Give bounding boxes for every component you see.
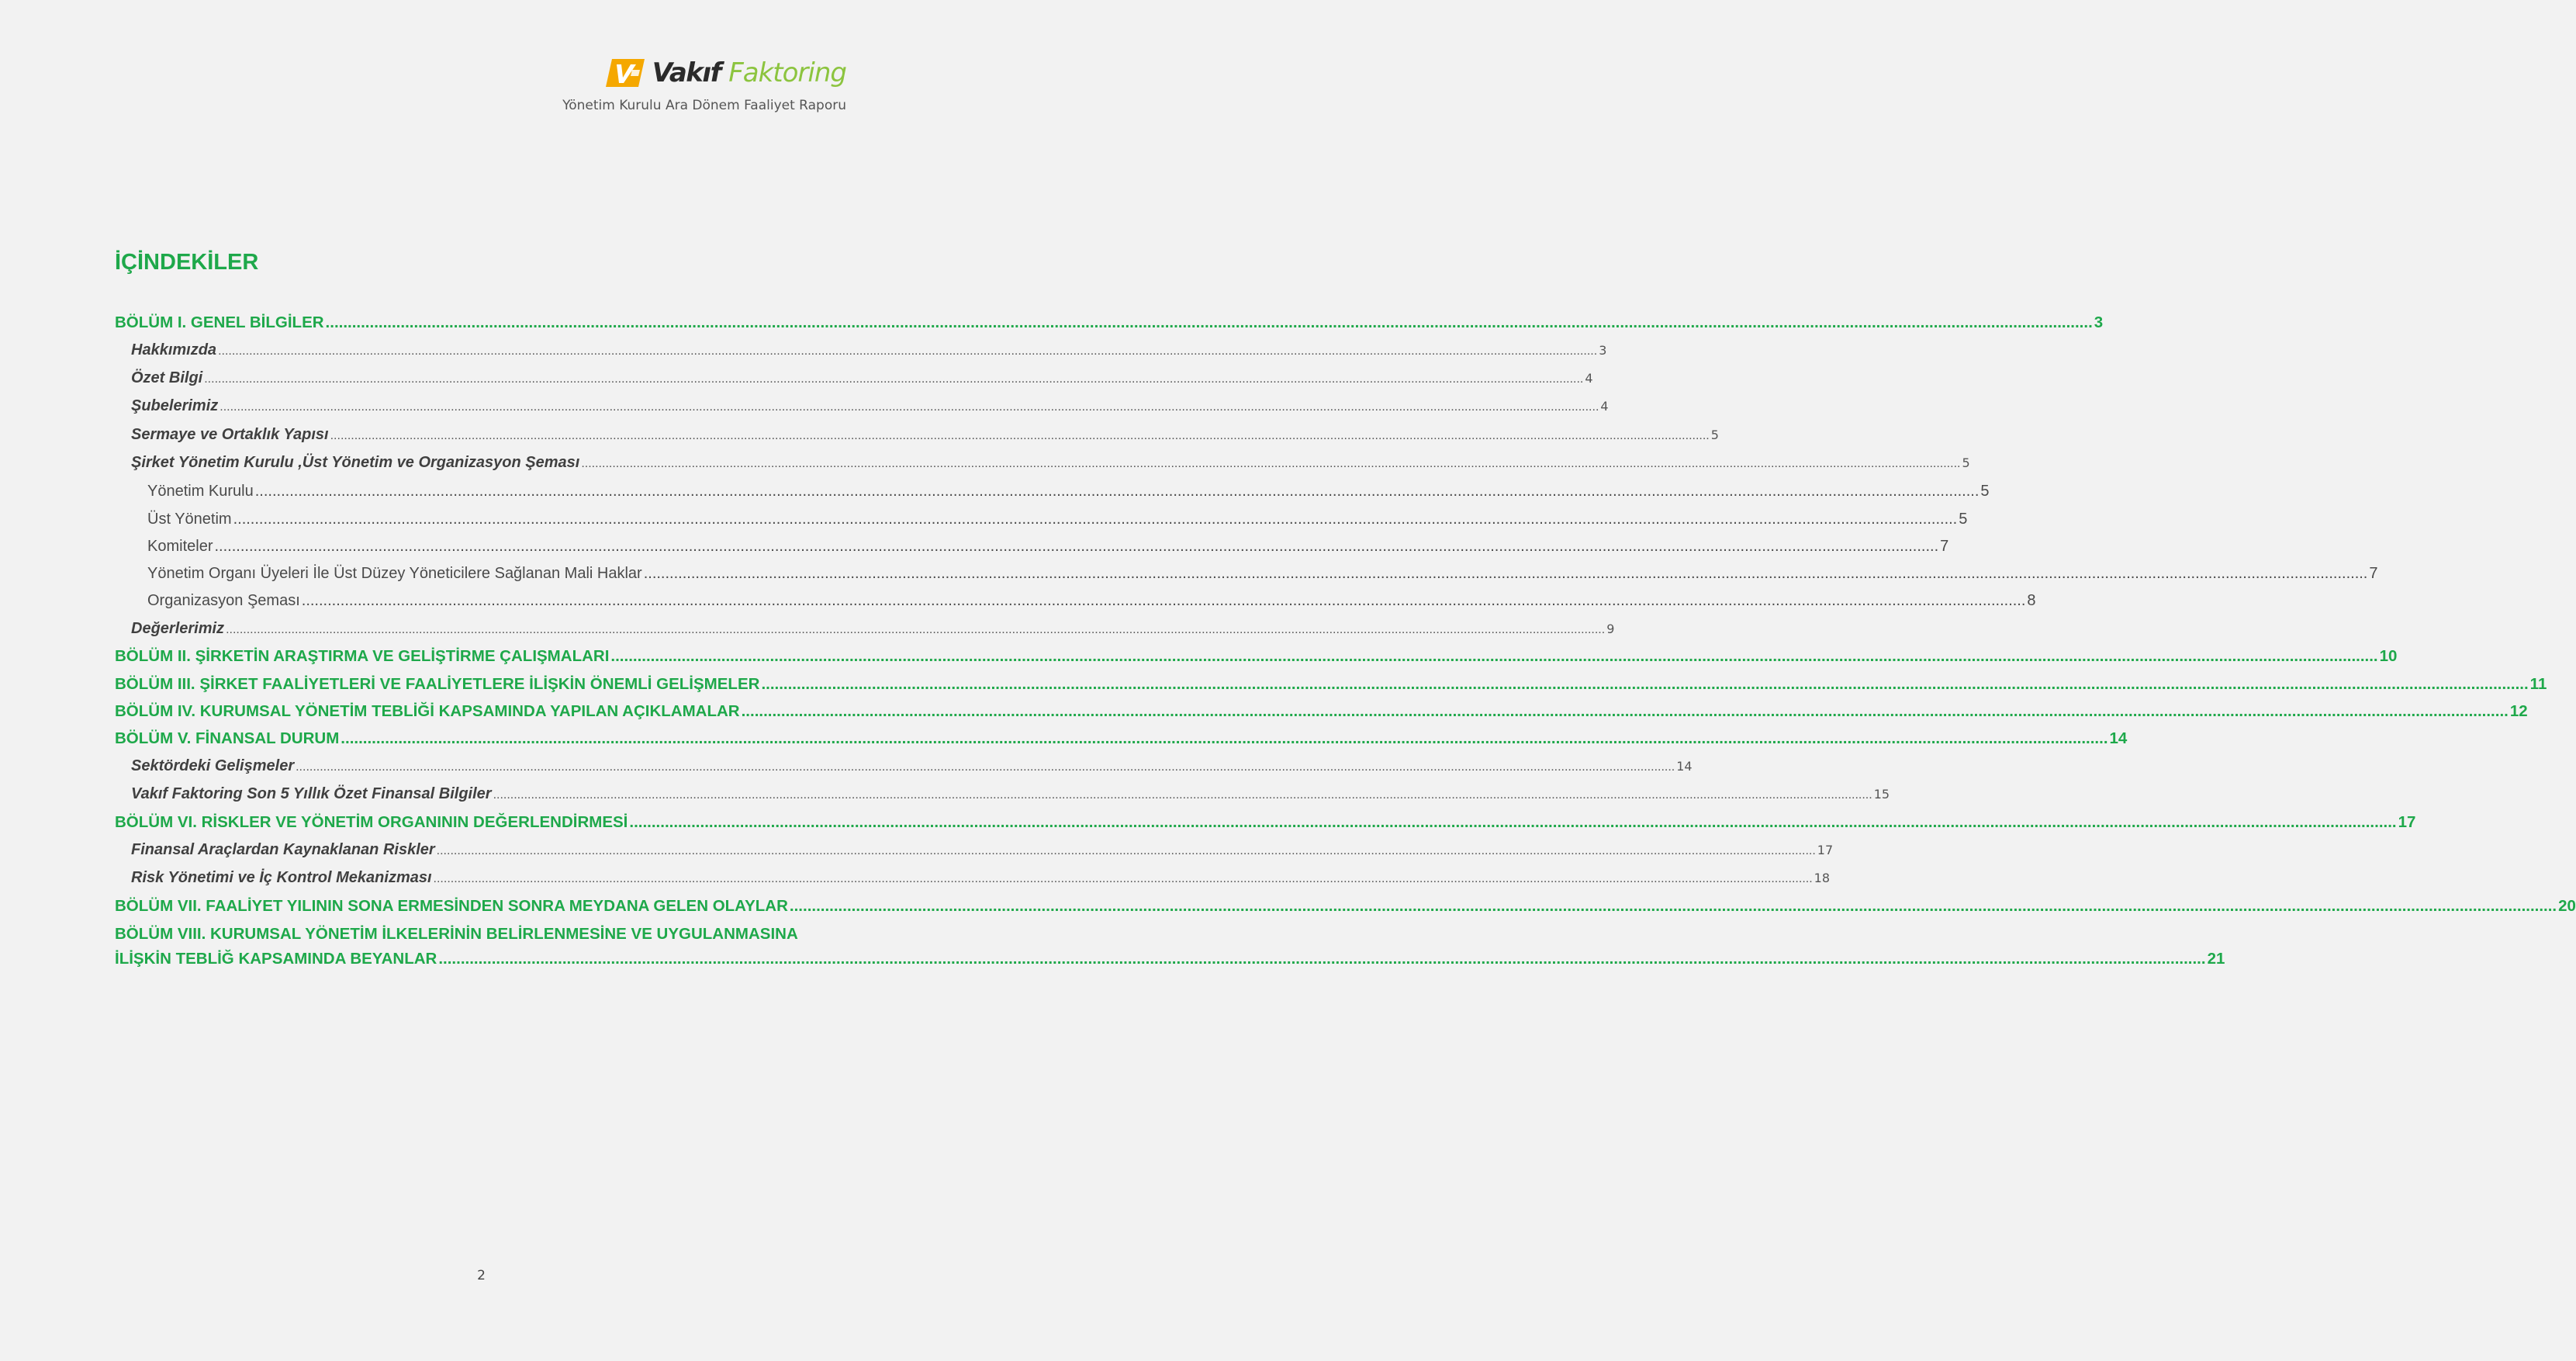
toc-entry[interactable] xyxy=(115,426,1719,444)
toc-entry-page: 20 xyxy=(2558,897,2576,915)
toc-entry-title: BÖLÜM V. FİNANSAL DURUM xyxy=(115,729,340,747)
toc-entry-page: 5 xyxy=(1710,428,1719,442)
toc-entry[interactable] xyxy=(115,869,1831,887)
toc-entry-title: Değerlerimiz xyxy=(131,620,225,637)
toc-entry[interactable] xyxy=(115,538,1949,556)
toc-entry-title: Organizasyon Şeması xyxy=(147,592,300,609)
toc-entry-title: Üst Yönetim xyxy=(147,511,232,528)
toc-dot-leader: ................................................................................................................................................................................................................................................................................................................................................................................................................ xyxy=(789,897,2557,915)
toc-entry-title: Sermaye ve Ortaklık Yapısı xyxy=(131,426,329,443)
toc-entry-page: 18 xyxy=(1814,871,1831,885)
toc-entry[interactable] xyxy=(115,369,1593,387)
toc-dot-leader: ................................................................................................................................................................................................................................................................................................................................................................................................................ xyxy=(214,538,1939,555)
toc-entry-title: Şirket Yönetim Kurulu ,Üst Yönetim ve Organizasyon Şeması xyxy=(131,454,580,471)
toc-entry-page: 14 xyxy=(2109,729,2128,747)
toc-entry-page: 5 xyxy=(1962,455,1970,470)
toc-entry-title: BÖLÜM I. GENEL BİLGİLER xyxy=(115,313,324,331)
vakif-logo-icon xyxy=(604,57,646,88)
toc-entry[interactable] xyxy=(115,702,2528,721)
toc-entry-page: 14 xyxy=(1676,759,1693,774)
toc-entry-page: 12 xyxy=(2509,702,2528,720)
toc-dot-leader: ................................................................................................................................................................................................................................................................................................................................................................................................................ xyxy=(761,675,2529,693)
toc-entry-page: 15 xyxy=(1873,787,1890,802)
toc-entry[interactable] xyxy=(115,341,1607,359)
toc-dot-leader: ................................................................................................................................................................................................................................................................................................................................................................................................................ xyxy=(610,647,2378,665)
toc-dot-leader: ................................................................................................................................................................................................................................................................................................................................................................................................................ xyxy=(254,483,1980,500)
page-header xyxy=(520,53,846,113)
toc-entry-page: 4 xyxy=(1585,371,1593,386)
toc-entry-page: 10 xyxy=(2379,647,2398,665)
toc-entry-title: Yönetim Kurulu xyxy=(147,483,254,500)
logo-word-faktoring: Faktoring xyxy=(728,57,846,88)
toc-dot-leader: ................................................................................................................................................................................................................................................................................................................................................................................................................ xyxy=(493,788,1872,802)
toc-dot-leader: ................................................................................................................................................................................................................................................................................................................................................................................................................ xyxy=(233,511,1958,528)
toc-entry-page: 5 xyxy=(1959,511,1968,528)
toc-dot-leader: ................................................................................................................................................................................................................................................................................................................................................................................................................ xyxy=(301,592,2026,609)
toc-entry-page: 5 xyxy=(1980,483,1990,500)
toc-entry-title: Özet Bilgi xyxy=(131,369,203,386)
toc-entry-page: 4 xyxy=(1600,399,1609,414)
toc-entry-title: Finansal Araçlardan Kaynaklanan Riskler xyxy=(131,841,435,858)
page-number: 2 xyxy=(477,1268,486,1283)
toc-entry-title: BÖLÜM VIII. KURUMSAL YÖNETİM İLKELERİNİN BELİRLENMESİNE VE UYGULANMASINA xyxy=(115,925,798,943)
toc-entry-title: Komiteler xyxy=(147,538,213,555)
logo-wordmark xyxy=(652,57,846,88)
toc-entry-page: 8 xyxy=(2027,592,2036,609)
toc-dot-leader: ................................................................................................................................................................................................................................................................................................................................................................................................................ xyxy=(741,702,2509,720)
toc-entry[interactable] xyxy=(115,841,1834,859)
toc-entry[interactable] xyxy=(115,785,1890,803)
toc-entry-title: BÖLÜM VI. RİSKLER VE YÖNETİM ORGANININ DEĞERLENDİRMESİ xyxy=(115,813,628,831)
toc-entry[interactable] xyxy=(115,511,1968,528)
toc-entry[interactable] xyxy=(115,729,2128,748)
toc-dot-leader: ................................................................................................................................................................................................................................................................................................................................................................................................................ xyxy=(643,565,2368,582)
toc-entry-page: 3 xyxy=(1599,343,1607,358)
toc-dot-leader: ................................................................................................................................................................................................................................................................................................................................................................................................................ xyxy=(438,950,2206,968)
toc-entry-title: Şubelerimiz xyxy=(131,397,219,414)
toc-dot-leader: ................................................................................................................................................................................................................................................................................................................................................................................................................ xyxy=(581,457,1961,470)
toc-entry-title: Risk Yönetimi ve İç Kontrol Mekanizması xyxy=(131,869,432,886)
toc-dot-leader: ................................................................................................................................................................................................................................................................................................................................................................................................................ xyxy=(204,372,1584,386)
toc-entry[interactable] xyxy=(115,813,2416,832)
toc-dot-leader: ................................................................................................................................................................................................................................................................................................................................................................................................................ xyxy=(220,400,1599,414)
toc-entry-title: Yönetim Organı Üyeleri İle Üst Düzey Yöneticilere Sağlanan Mali Haklar xyxy=(147,565,642,582)
toc-entry-page: 3 xyxy=(2094,313,2104,331)
toc-entry[interactable] xyxy=(115,454,1970,472)
toc-entry[interactable] xyxy=(115,565,2378,583)
logo-word-vakif: Vakıf xyxy=(652,57,721,88)
toc-entry-title: BÖLÜM II. ŞİRKETİN ARAŞTIRMA VE GELİŞTİRME ÇALIŞMALARI xyxy=(115,647,610,665)
toc-entry-title: BÖLÜM III. ŞİRKET FAALİYETLERİ VE FAALİYETLERE İLİŞKİN ÖNEMLİ GELİŞMELER xyxy=(115,675,760,693)
toc-dot-leader: ................................................................................................................................................................................................................................................................................................................................................................................................................ xyxy=(218,345,1598,358)
toc-entry[interactable] xyxy=(115,620,1615,638)
toc-entry-page: 17 xyxy=(2398,813,2416,831)
company-logo xyxy=(520,53,846,93)
toc-dot-leader: ................................................................................................................................................................................................................................................................................................................................................................................................................ xyxy=(330,429,1710,442)
toc-entry[interactable] xyxy=(115,925,2225,968)
toc-dot-leader: ................................................................................................................................................................................................................................................................................................................................................................................................................ xyxy=(296,760,1675,774)
toc-entry-title-continued: İLİŞKİN TEBLİĞ KAPSAMINDA BEYANLAR xyxy=(115,950,437,968)
toc-dot-leader: ................................................................................................................................................................................................................................................................................................................................................................................................................ xyxy=(433,872,1813,885)
toc-entry-title: BÖLÜM VII. FAALİYET YILININ SONA ERMESİNDEN SONRA MEYDANA GELEN OLAYLAR xyxy=(115,897,788,915)
toc-entry-title: BÖLÜM IV. KURUMSAL YÖNETİM TEBLİĞİ KAPSAMINDA YAPILAN AÇIKLAMALAR xyxy=(115,702,740,720)
toc-dot-leader: ................................................................................................................................................................................................................................................................................................................................................................................................................ xyxy=(341,729,2108,747)
toc-entry[interactable] xyxy=(115,313,2104,332)
toc-entry[interactable] xyxy=(115,757,1693,775)
toc-entry-page: 7 xyxy=(1940,538,1949,555)
toc-dot-leader: ................................................................................................................................................................................................................................................................................................................................................................................................................ xyxy=(629,813,2397,831)
toc-entry-title: Hakkımızda xyxy=(131,341,217,358)
toc-entry[interactable] xyxy=(115,397,1609,415)
toc-entry-page: 9 xyxy=(1606,622,1615,636)
toc-entry-title: Vakıf Faktoring Son 5 Yıllık Özet Finansal Bilgiler xyxy=(131,785,492,802)
toc-entry[interactable] xyxy=(115,647,2398,666)
toc-dot-leader: ................................................................................................................................................................................................................................................................................................................................................................................................................ xyxy=(436,844,1816,857)
toc-entry-page: 17 xyxy=(1817,843,1834,857)
toc-entry-page: 21 xyxy=(2207,950,2225,968)
report-title: Yönetim Kurulu Ara Dönem Faaliyet Raporu xyxy=(562,98,846,113)
toc-entry-page: 7 xyxy=(2369,565,2378,582)
toc-heading: İÇİNDEKİLER xyxy=(115,250,259,275)
toc-entry[interactable] xyxy=(115,675,2547,694)
toc-entry[interactable] xyxy=(115,897,2576,916)
toc-dot-leader: ................................................................................................................................................................................................................................................................................................................................................................................................................ xyxy=(325,313,2093,331)
toc-entry[interactable] xyxy=(115,483,1990,500)
toc-entry[interactable] xyxy=(115,592,2036,610)
toc-entry-page: 11 xyxy=(2529,675,2547,693)
toc-dot-leader: ................................................................................................................................................................................................................................................................................................................................................................................................................ xyxy=(226,623,1606,636)
toc-entry-title: Sektördeki Gelişmeler xyxy=(131,757,295,774)
